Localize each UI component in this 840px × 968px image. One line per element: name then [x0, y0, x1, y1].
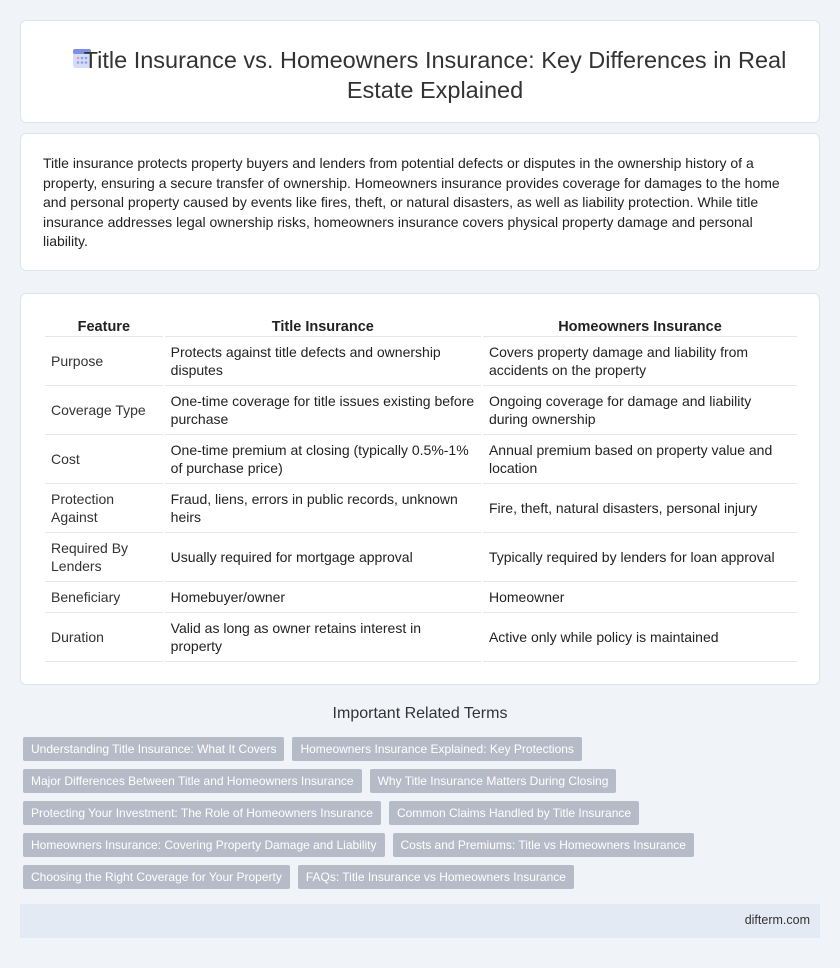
related-term-link[interactable]: Why Title Insurance Matters During Closing	[370, 769, 617, 793]
related-term-link[interactable]: Choosing the Right Coverage for Your Property	[23, 865, 290, 889]
tag-row	[23, 833, 803, 865]
title-insurance-cell: Homebuyer/owner	[165, 582, 481, 613]
feature-cell: Beneficiary	[45, 582, 163, 613]
tag-row	[23, 737, 803, 769]
related-term-link[interactable]: Homeowners Insurance: Covering Property Damage and Liability	[23, 833, 385, 857]
homeowners-insurance-cell: Annual premium based on property value and location	[483, 435, 797, 484]
related-term-link[interactable]: Major Differences Between Title and Homeowners Insurance	[23, 769, 362, 793]
homeowners-insurance-cell: Active only while policy is maintained	[483, 613, 797, 662]
table-row	[45, 533, 797, 582]
comparison-table-card	[20, 293, 820, 685]
intro-card	[20, 133, 820, 271]
intro-paragraph: Title insurance protects property buyers and lenders from potential defects or disputes in the ownership history of a property, ensuring a secure transfer of ownership. Homeowners insurance provides coverage for damages to the home and personal property caused by events like fires, theft, or natural disasters, as well as liability protection. While title insurance addresses legal ownership risks, homeowners insurance covers physical property damage and personal liability.	[43, 155, 780, 250]
title-insurance-cell: One-time premium at closing (typically 0.5%-1% of purchase price)	[165, 435, 481, 484]
related-term-link[interactable]: FAQs: Title Insurance vs Homeowners Insurance	[298, 865, 574, 889]
table-row	[45, 386, 797, 435]
table-row	[45, 484, 797, 533]
related-term-link[interactable]: Costs and Premiums: Title vs Homeowners Insurance	[393, 833, 694, 857]
related-term-link[interactable]: Understanding Title Insurance: What It Covers	[23, 737, 284, 761]
feature-cell: Purpose	[45, 337, 163, 386]
table-header-row	[45, 314, 797, 337]
header-card	[20, 20, 820, 123]
related-terms-heading: Important Related Terms	[332, 705, 508, 722]
title-insurance-cell: Protects against title defects and ownership disputes	[165, 337, 481, 386]
page-title: Title Insurance vs. Homeowners Insurance: Key Differences in Real Estate Explained	[83, 47, 787, 103]
feature-cell: Cost	[45, 435, 163, 484]
homeowners-insurance-cell: Covers property damage and liability from accidents on the property	[483, 337, 797, 386]
header-homeowners-insurance: Homeowners Insurance	[483, 314, 797, 337]
table-row	[45, 613, 797, 662]
table-row	[45, 582, 797, 613]
feature-cell: Coverage Type	[45, 386, 163, 435]
tag-row	[23, 769, 803, 801]
tag-row	[23, 865, 803, 897]
comparison-table	[43, 314, 799, 662]
related-term-link[interactable]: Common Claims Handled by Title Insurance	[389, 801, 639, 825]
title-insurance-cell: Fraud, liens, errors in public records, unknown heirs	[165, 484, 481, 533]
related-term-link[interactable]: Protecting Your Investment: The Role of Homeowners Insurance	[23, 801, 381, 825]
footer-site-name[interactable]: difterm.com	[744, 913, 810, 927]
table-row	[45, 337, 797, 386]
title-insurance-cell: One-time coverage for title issues existing before purchase	[165, 386, 481, 435]
title-insurance-cell: Valid as long as owner retains interest in property	[165, 613, 481, 662]
related-term-link[interactable]: Homeowners Insurance Explained: Key Protections	[292, 737, 581, 761]
header-feature: Feature	[45, 314, 163, 337]
tag-row	[23, 801, 803, 833]
header-title-insurance: Title Insurance	[165, 314, 481, 337]
homeowners-insurance-cell: Homeowner	[483, 582, 797, 613]
feature-cell: Required By Lenders	[45, 533, 163, 582]
feature-cell: Duration	[45, 613, 163, 662]
homeowners-insurance-cell: Fire, theft, natural disasters, personal injury	[483, 484, 797, 533]
homeowners-insurance-cell: Ongoing coverage for damage and liability during ownership	[483, 386, 797, 435]
table-row	[45, 435, 797, 484]
homeowners-insurance-cell: Typically required by lenders for loan approval	[483, 533, 797, 582]
feature-cell: Protection Against	[45, 484, 163, 533]
related-terms-list	[23, 737, 803, 897]
title-insurance-cell: Usually required for mortgage approval	[165, 533, 481, 582]
footer	[20, 904, 820, 938]
